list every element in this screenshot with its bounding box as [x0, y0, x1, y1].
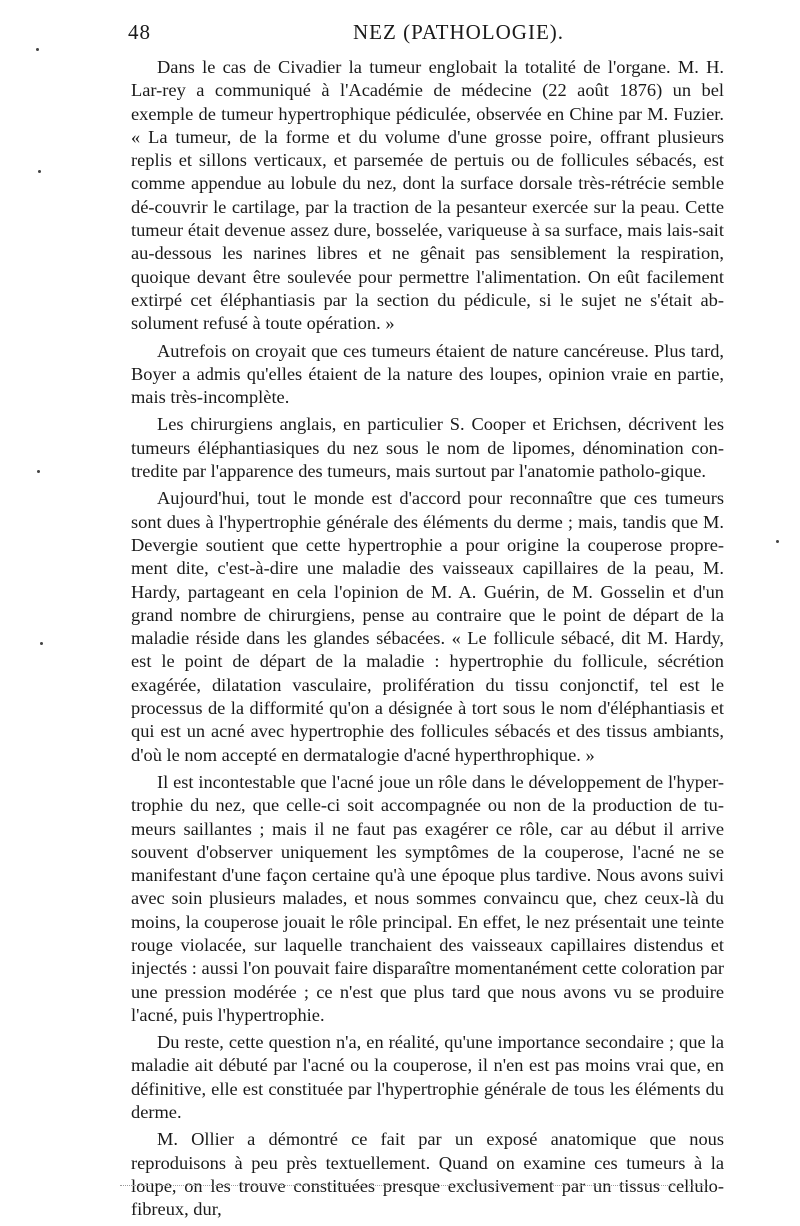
- paragraph: Aujourd'hui, tout le monde est d'accord pour reconnaître que ces tumeurs sont dues à l'hypertrophie générale des éléments du derme ; mais, tandis que M. Devergie soutient que cette hypertrophie a pour origine la couperose propre-ment dite, c'est-à-dire une maladie des vaisseaux capillaires de la peau, M. Hardy, partageant en cela l'opinion de M. A. Guérin, de M. Gosselin et d'un grand nombre de chirurgiens, pense au contraire que le point de départ de la maladie réside dans les glandes sébacées. « Le follicule sébacé, dit M. Hardy, est le point de départ de la maladie : hypertrophie du follicule, sécrétion exagérée, dilatation vasculaire, prolifération du tissu conjonctif, tel est le processus de la difformité qu'on a désignée à tort sous le nom d'éléphantiasis et qui est un acné avec hypertrophie des follicules sébacés et des tissus ambiants, d'où le nom accepté en dermatalogie d'acné hyperthrophique. »: [131, 488, 724, 765]
- margin-speck: [38, 170, 41, 173]
- margin-speck: [776, 540, 779, 543]
- paragraph: Du reste, cette question n'a, en réalité, qu'une importance secondaire ; que la maladie ait débuté par l'acné ou la couperose, il n'en est pas moins vrai que, en définitive, elle est constituée par l'hypertrophie générale de tous les éléments du derme.: [131, 1032, 724, 1123]
- paragraph: Autrefois on croyait que ces tumeurs étaient de nature cancéreuse. Plus tard, Boyer a admis qu'elles étaient de la nature des loupes, opinion vraie en partie, mais très-incomplète.: [131, 340, 724, 408]
- margin-speck: [36, 48, 39, 51]
- paragraph: Il est incontestable que l'acné joue un rôle dans le développement de l'hyper-trophie du nez, que celle-ci soit accompagnée ou non de la production de tu-meurs saillantes ; mais il ne faut pas exagérer ce rôle, car au début il arrive souvent d'observer uniquement les symptômes de la couperose, l'acné ne se manifestant d'une façon certaine qu'à une époque plus tardive. Nous avons suivi avec soin plusieurs malades, et nous sommes convaincu que, chez ceux-là du moins, la couperose jouait le rôle principal. En effet, le nez présentait une teinte rouge violacée, sur laquelle tranchaient des vaisseaux capillaires distendus et injectés : aussi l'on pouvait faire disparaître momentanément cette coloration par une pression modérée ; ce n'est que plus tard que nous avons vu se produire l'acné, puis l'hypertrophie.: [131, 771, 724, 1025]
- page-number: 48: [128, 20, 151, 44]
- paragraph: M. Ollier a démontré ce fait par un exposé anatomique que nous reproduisons à peu près textuellement. Quand on examine ces tumeurs à la loupe, on les trouve constituées presque exclusivement par un tissus cellulo-fibreux, dur,: [131, 1129, 724, 1220]
- margin-speck: [37, 470, 40, 473]
- running-header: [128, 20, 728, 48]
- paragraph: Dans le cas de Civadier la tumeur englobait la totalité de l'organe. M. H. Lar-rey a communiqué à l'Académie de médecine (22 août 1876) un bel exemple de tumeur hypertrophique pédiculée, observée en Chine par M. Fuzier. « La tumeur, de la forme et du volume d'une grosse poire, offrant plusieurs replis et sillons verticaux, et parsemée de pertuis ou de follicules sébacés, est comme appendue au lobule du nez, dont la surface dorsale très-rétrécie semble dé-couvrir le cartilage, par la traction de la pesanteur exercée sur la peau. Cette tumeur était devenue assez dure, bosselée, variqueuse à sa surface, mais lais-sait au-dessous les narines libres et ne gênait pas sensiblement la respiration, quoique devant être soulevée pour permettre l'alimentation. On eût facilement extirpé cet éléphantiasis par la section du pédicule, si le sujet ne s'était ab-solument refusé à toute opération. »: [131, 57, 724, 334]
- bottom-bleed-line: [120, 1185, 710, 1186]
- paragraph: Les chirurgiens anglais, en particulier S. Cooper et Erichsen, décrivent les tumeurs éléphantiasiques du nez sous le nom de lipomes, dénomination con-tredite par l'apparence des tumeurs, mais surtout par l'anatomie patholo-gique.: [131, 414, 724, 482]
- running-title: NEZ (PATHOLOGIE).: [353, 20, 565, 44]
- margin-speck: [40, 642, 43, 645]
- body-text: [131, 56, 724, 1226]
